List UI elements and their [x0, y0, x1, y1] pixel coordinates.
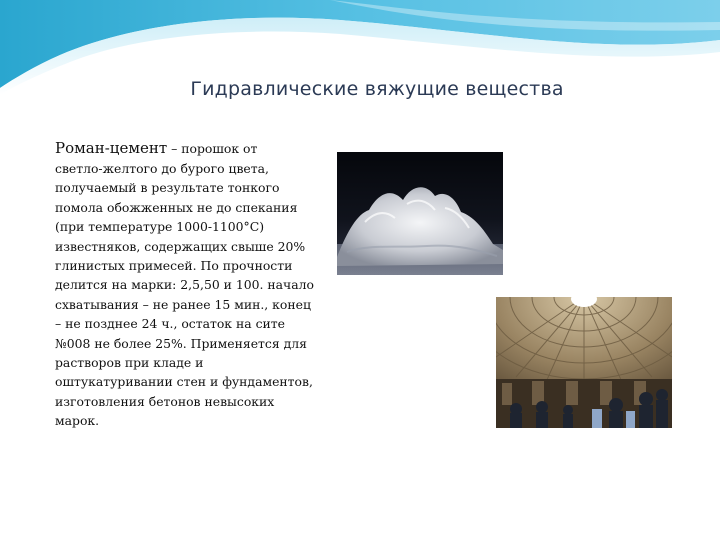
term-label: Роман-цемент: [55, 139, 168, 157]
description-body: светло-желтого до бурого цвета, получаемый в результате тонкого помола обожженных не до спекания (при температуре 1000-1100°С) известняков, содержащих свыше 20% глинистых примесей. По прочности делится на марки: 2,5,50 и 100. начало схватывания – не ранее 15 мин., конец – не позднее 24 ч., остаток на сите №008 не более 25%. Применяется для растворов при кладе и оштукатуривании стен и фундаментов, изготовления бетонов невысоких марок.: [55, 161, 314, 429]
description-text: [55, 137, 317, 431]
cement-powder-photo: [337, 152, 503, 275]
slide-title: Гидравлические вяжущие вещества: [190, 78, 564, 100]
pantheon-dome-photo: [496, 297, 672, 428]
term-rest: – порошок от: [167, 141, 258, 156]
